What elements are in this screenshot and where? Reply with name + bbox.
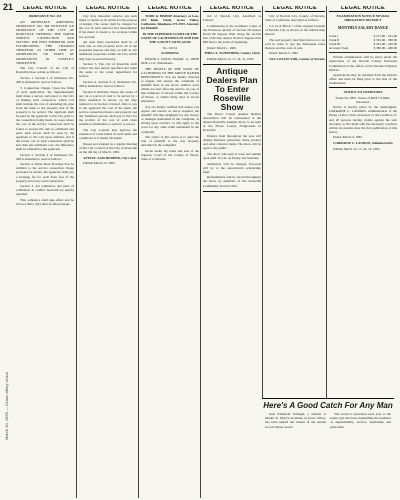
- paragraph: The real property described above is to be sold in order to pay the delinquent taxes thereon and the costs of sale.: [265, 37, 325, 50]
- paragraph: Admission will be charged. Proceeds will go to the association's scholarship fund.: [203, 161, 261, 174]
- salary-position: Clerk II: [329, 38, 340, 43]
- column-5-header: LEGAL NOTICE: [265, 6, 325, 12]
- paragraph: Given under my hand and seal of the Superior Court of the County of Placer, State of California.: [141, 148, 199, 162]
- paragraph: Publish March 10, 17, 24, 31, 1965.: [333, 146, 381, 151]
- paragraph: NOTICE TO CREDITORS: [343, 90, 383, 94]
- paragraph: Dated: March 1, 1965.: [207, 45, 237, 50]
- paragraph: Written examinations will be given under the supervision of the Nevada County Personnel Commission at the offices of the Nevada Irrigation District.: [329, 55, 397, 72]
- paragraph: City may thereafter remove any such meter or meters at its option for the purpose of testing. The owner shall be charged for the cost of such removal and reinstallation if the meter is found to be accurate within two percent.: [79, 14, 137, 39]
- side-margin-text: March 10, 1965 — Grass Valley Union: [4, 372, 9, 440]
- column-4-body: [203, 14, 261, 192]
- salary-row: [329, 46, 397, 50]
- paragraph: Refreshments will be served throughout the show by members of the Roseville Community Service Club.: [203, 175, 261, 188]
- paragraph: TAX COLLECTOR, County of Nevada: [269, 56, 325, 61]
- paragraph: Estate No. 8871, Estate of ROY CLARK, Deceased.: [335, 95, 391, 104]
- paragraph: SUMMONS: [161, 51, 179, 56]
- story-headline: Antique Dealers Plan To Enter Roseville Show: [206, 66, 258, 113]
- column-2: [76, 6, 139, 498]
- paragraph: Section 6. Refunds. Where the owner of any lot or parcel of land to be served by a main extension as shown on the map referred to in Section 4 hereof, fails to pay to the applicant the cost of the main, the service connection thereto and property and any benefited persons shall pay to the City the portion of the cost of such main extension attributable to such lot or parcel.: [79, 89, 137, 127]
- column-6-subheader: EXAMINATION NOTICE NEVADA IRRIGATION DISTRICT: [336, 14, 390, 23]
- paragraph: ORDINANCE NO. 233: [28, 14, 62, 19]
- paragraph: The show will open at noon and remain open until 10 p.m. on Friday and Saturday.: [203, 151, 261, 160]
- paragraph: The award is presented each year to the senior girl who best exemplifies the qualities of dependability, service, leadership and patriotism.: [330, 412, 391, 429]
- column-3-body: [141, 14, 199, 161]
- salary-range: $ 341.00 - 430.00: [373, 42, 397, 47]
- paragraph: The object of this action is to quiet the title of plaintiff to the real property described in the complaint.: [141, 135, 199, 148]
- divider: [329, 52, 397, 53]
- column-5-body: [265, 14, 325, 61]
- paragraph: You are hereby notified that unless you appear and answer as above required, the plaintiff will take judgment for any money or damages demanded in the complaint, as arising upon contract, or will apply to the court for any other relief demanded in the complaint.: [141, 104, 199, 134]
- paragraph: Commencing at the Southeast corner of the Northeast quarter of Section 28, thence North 89 degrees West along the section line 1320 feet; thence North 0 degrees East 660 feet to the point of beginning.: [203, 23, 261, 45]
- salary-range: $ 380.00 - 480.00: [373, 46, 397, 51]
- paragraph: The Placer County Antique Dealers Association will be represented at the annual Roseville Antique Show to be held at the Placer County Fairgrounds in Roseville.: [203, 112, 261, 133]
- column-2-body: [79, 14, 137, 165]
- paragraph: Publish March 10, 17, 24, 31, 1965.: [207, 56, 255, 61]
- column-6-body: [329, 14, 397, 151]
- story-headline: Here's A Good Catch For Any Man: [263, 401, 393, 410]
- paragraph: The City Council of the City of Roseville Does ordain as follows:: [16, 66, 74, 75]
- news-story-good-catch: [262, 398, 394, 499]
- paragraph: TODD & BISHOP Attorneys at Law, 123 Bank Street, Grass Valley, California. Telephone 273-4393. Attorney for Plaintiff.: [141, 14, 199, 31]
- paragraph: Section 6. Section 6 of Ordinance No. 208 is amended to read as follows:: [79, 80, 137, 89]
- paragraph: AN ORDINANCE AMENDING ORDINANCE NO. 208 ENTITLED 'AN ORDINANCE OF THE CITY OF ROSEVILLE DEFINING THE WATER SERVICE CONNECTION AND SETTING THE FEES THEREFOR AND ESTABLISHING THE CHARGES THEREFOR, AS OTHER TIME AS ORDINANCES OR PARTS OF ORDINANCES IN CONFLICT THEREWITH'.: [16, 19, 74, 65]
- paragraph: THEO. A. SCHNEIDER, County Clerk: [204, 51, 260, 56]
- column-1: [14, 6, 76, 498]
- paragraph: LORRAINE C. LANDON, Administratrix: [333, 141, 393, 146]
- paragraph: Lot 14 of Block 7 of the original townsite of Nevada City as shown on the official map thereof.: [265, 23, 325, 36]
- column-4: [200, 6, 263, 498]
- paragraph: 3. Connection Charge. Upon the filing of such application, the Superintendent shall make a survey and report to the City of making such connection, which cost shall include the cost of extending the pipe from the main to the property line of the property to be served. The applicant shall be paid by the applicant to the City prior to the connection being made. In cases where the cost of the service connection shall be found to exceed the sum so estimated and paid, such excess shall be paid by the applicant to the City upon demand, and if the actual cost of such connection shall be less than the estimated cost, the difference shall be refunded to the applicant.: [16, 85, 74, 151]
- paragraph: IN THE SUPERIOR COURT OF THE STATE OF CALIFORNIA IN AND FOR THE COUNTY OF PLACER: [141, 31, 199, 45]
- column-3: [138, 6, 201, 498]
- paragraph: Section 4. Water Main Frontage Fee. In addition to the service connection charge provided for herein, the applicant shall pay a frontage fee for each front foot of the property served by such connection.: [16, 162, 74, 183]
- salary-table-title: MONTHLY SALARY RANGE: [337, 26, 389, 31]
- paragraph: No. 32154: [163, 45, 177, 50]
- column-2-header: LEGAL NOTICE: [79, 6, 137, 12]
- paragraph: Section 5. The city of Roseville shall collect the fees herein specified and remit the same to the water department for service.: [79, 62, 137, 79]
- salary-position: Clerk I: [329, 33, 339, 38]
- paragraph: ATTEST: SAM HOOPER, City Clerk: [83, 155, 137, 160]
- paragraph: EDWIN S. DAVIS, Plaintiff, vs. JOHN DOE, et al., Defendants.: [141, 56, 199, 66]
- paragraph: Dated: March 4, 1965.: [333, 135, 363, 140]
- paragraph: Passed and adopted as a regular meeting of the City Council of the City of Roseville on the 4th day of March, 1965.: [79, 141, 137, 154]
- page-number: 21: [3, 2, 14, 12]
- paragraph: June Elizabeth Schlegel, a student at Mount St. Mary's Academy in Grass Valley, has been named the winner of the annual Good Citizen award.: [265, 412, 326, 429]
- paragraph: THE PEOPLE OF THE STATE OF CALIFORNIA TO THE ABOVE NAMED DEFENDANTS: You are hereby directed to appear and answer the complaint of plaintiff filed in the above entitled court within ten days after the service on you of this summons, if served within the County of Placer, or within thirty days if served elsewhere.: [141, 66, 199, 104]
- paragraph: Dealers from throughout the area will display furniture, glassware, china, jewelry and other collector items. The show will be open to the public.: [203, 134, 261, 151]
- paragraph: Notice is hereby given by the undersigned, LORRAINE C. LANDON, Administratrix of the Estate of Roy Clark, deceased, to the Creditors of, and all persons having claims against the said decedent, to file them with the necessary vouchers within six months after the first publication of this notice.: [329, 105, 397, 134]
- salary-range: $ 301.00 - 380.00: [373, 38, 397, 43]
- salary-range: $ 271.00 - 341.00: [373, 33, 397, 38]
- paragraph: tral of Nevada City, described as follows:: [203, 14, 261, 23]
- paragraph: Section 1. Section 3 of Ordinance No. 208 is amended to read as follows:: [16, 75, 74, 84]
- column-6-header: LEGAL NOTICE: [329, 6, 397, 12]
- paragraph: Applications may be obtained from the District office and must be filed prior to the date of the examination.: [329, 73, 397, 86]
- paragraph: The City Council may approve the extension of water mains on such terms and conditions as it deems advisable.: [79, 128, 137, 141]
- salary-position: Clerk III: [329, 42, 341, 47]
- column-3-header: LEGAL NOTICE: [141, 6, 199, 12]
- salary-position: Account Clerk: [329, 46, 349, 51]
- paragraph: Section 2. Section 4 of Ordinance No. 208 is amended to read as follows:: [16, 152, 74, 161]
- column-1-header: LEGAL NOTICE: [16, 6, 74, 12]
- news-story-antique-dealers: [203, 64, 261, 192]
- paragraph: This ordinance shall take effect and be in force thirty days after its final passage.: [16, 198, 74, 207]
- paragraph: Publish March 10, 1965.: [83, 161, 116, 166]
- paragraph: All such main extensions shall be of such size as will properly serve all of the properties thereon and may, as well as any additional properties within the City which may later be served thereby.: [79, 40, 137, 61]
- paragraph: Dated: March 5, 1965: [269, 51, 298, 56]
- column-4-header: LEGAL NOTICE: [203, 6, 261, 12]
- paragraph: City of Nevada City, County of Nevada, State of California, described as follows:: [265, 14, 325, 23]
- divider: [329, 87, 397, 88]
- story-body: [262, 410, 394, 432]
- column-1-body: [16, 14, 74, 206]
- paragraph: Section 3. All ordinances and parts of ordinances in conflict herewith are hereby repealed.: [16, 184, 74, 197]
